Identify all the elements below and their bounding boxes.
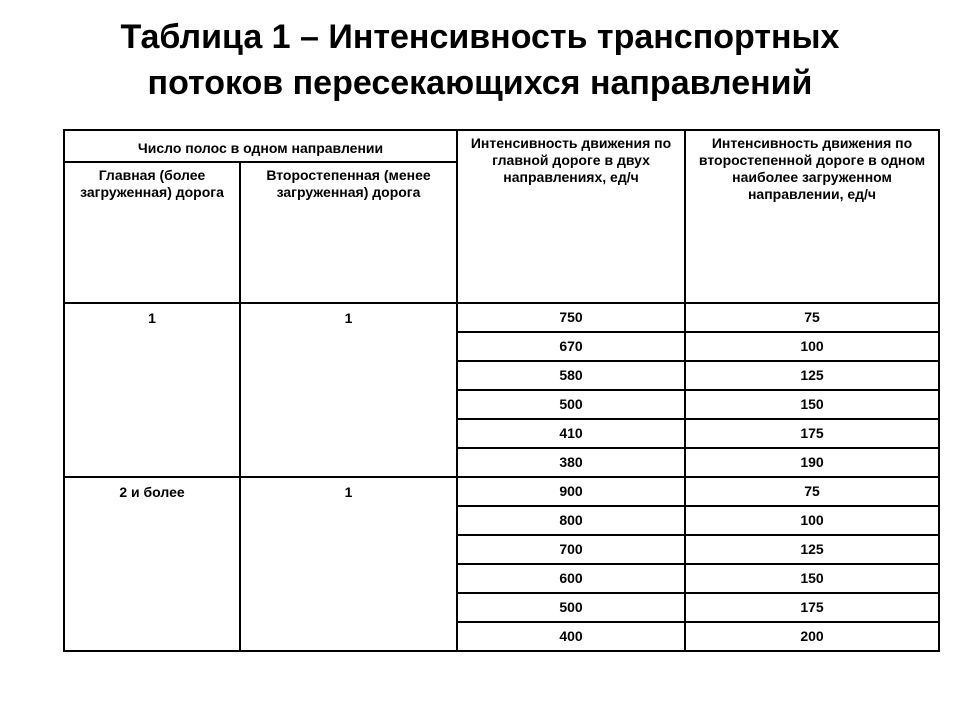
secondary-lanes-cell: 1 <box>240 303 457 477</box>
secondary-intensity-cell: 175 <box>685 593 939 622</box>
main-intensity-cell: 380 <box>457 448 685 477</box>
main-intensity-cell: 580 <box>457 361 685 390</box>
main-intensity-cell: 750 <box>457 303 685 332</box>
main-intensity-cell: 500 <box>457 390 685 419</box>
main-lanes-cell: 1 <box>64 303 240 477</box>
title-line-2: потоков пересекающихся направлений <box>147 64 813 102</box>
header-main-road: Главная (более загруженная) дорога <box>64 162 240 303</box>
header-lane-count: Число полос в одном направлении <box>64 130 457 162</box>
main-intensity-cell: 800 <box>457 506 685 535</box>
secondary-intensity-cell: 150 <box>685 564 939 593</box>
header-secondary-road: Второстепенная (менее загруженная) дорога <box>240 162 457 303</box>
table-body <box>64 303 939 651</box>
table-row <box>64 477 939 506</box>
header-main-intensity: Интенсивность движения по главной дороге в двух направлениях, ед/ч <box>457 130 685 303</box>
main-intensity-cell: 500 <box>457 593 685 622</box>
secondary-lanes-cell: 1 <box>240 477 457 651</box>
page-title <box>0 14 960 106</box>
secondary-intensity-cell: 150 <box>685 390 939 419</box>
main-lanes-cell: 2 и более <box>64 477 240 651</box>
main-intensity-cell: 400 <box>457 622 685 651</box>
secondary-intensity-cell: 100 <box>685 332 939 361</box>
secondary-intensity-cell: 200 <box>685 622 939 651</box>
table-row <box>64 303 939 332</box>
main-intensity-cell: 670 <box>457 332 685 361</box>
secondary-intensity-cell: 175 <box>685 419 939 448</box>
intensity-table <box>63 129 940 652</box>
secondary-intensity-cell: 125 <box>685 535 939 564</box>
main-intensity-cell: 410 <box>457 419 685 448</box>
header-secondary-intensity: Интенсивность движения по второстепенной дороге в одном наиболее загруженном направлении, ед/ч <box>685 130 939 303</box>
secondary-intensity-cell: 75 <box>685 477 939 506</box>
table-header <box>64 130 939 303</box>
main-intensity-cell: 600 <box>457 564 685 593</box>
secondary-intensity-cell: 75 <box>685 303 939 332</box>
title-line-1: Таблица 1 – Интенсивность транспортных <box>120 18 840 56</box>
secondary-intensity-cell: 190 <box>685 448 939 477</box>
secondary-intensity-cell: 125 <box>685 361 939 390</box>
main-intensity-cell: 700 <box>457 535 685 564</box>
main-intensity-cell: 900 <box>457 477 685 506</box>
secondary-intensity-cell: 100 <box>685 506 939 535</box>
